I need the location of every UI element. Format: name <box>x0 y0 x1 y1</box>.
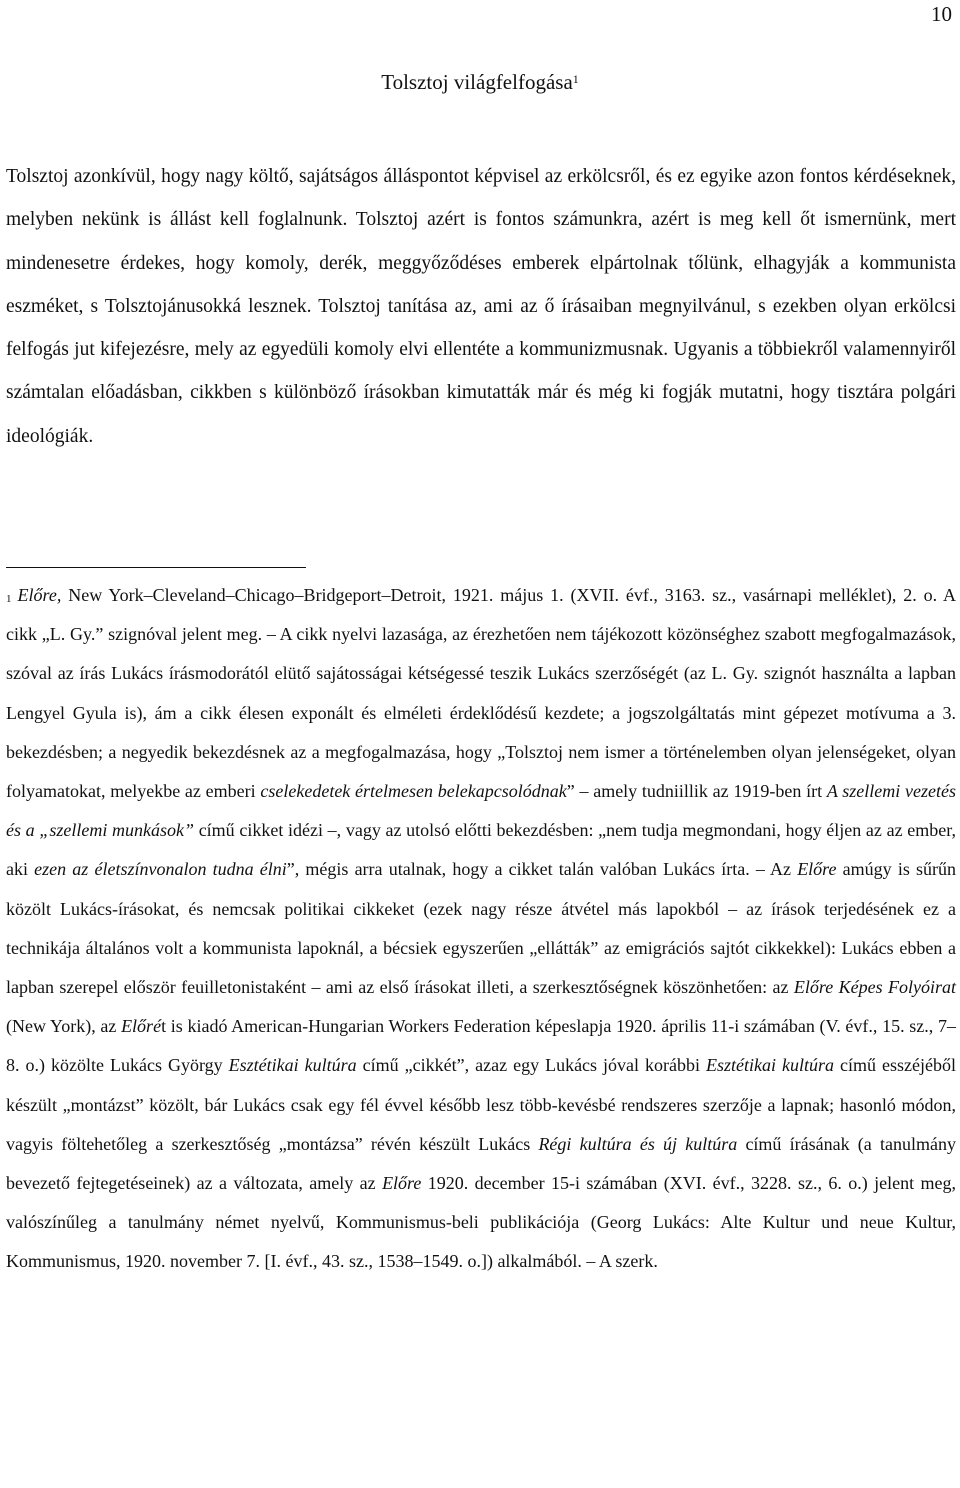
footnote-span: Esztétikai kultúra <box>228 1055 357 1076</box>
page-number: 10 <box>931 2 952 26</box>
footnote <box>6 576 956 1282</box>
footnote-span: ” – amely tudniillik az 1919-ben írt <box>566 781 827 802</box>
footnote-span: Előre, <box>17 585 62 605</box>
title-text: Tolsztoj világfelfogása <box>381 70 573 94</box>
footnote-span: (New York), az <box>6 1016 122 1037</box>
footnote-span: New York–Cleveland–Chicago–Bridgeport–Detroit, 1921. május 1. (XVII. évf., 3163. sz., vasárnapi melléklet), 2. o. A cikk „L. Gy.” szignóval jelent meg. – A cikk nyelvi lazasága, az érezhetően nem tájékozott közönséghez szabott megfogalmazások, szóval az írás Lukács írásmodorától elütő sajátosságai kétségessé teszik Lukács szerzőségét (az L. Gy. szignót használta a lapban Lengyel Gyula is), ám a cikk élesen exponált és elméleti érdeklődésű kezdete; a jogszolgáltatás mint gépezet motívuma a 3. bekezdésben; a negyedik bekezdésnek az a megfogalmazása, hogy „Tolsztoj nem ismer a történelemben olyan jelenségeket, olyan folyamatokat, melyekbe az emberi <box>6 585 956 802</box>
footnote-marker: 1 <box>6 593 12 605</box>
footnote-span: című cikket idézi –, vagy az utolsó előtti bekezdésben: „nem tudja megmondani, hogy éljen az az ember, aki <box>6 820 956 880</box>
footnote-span: Előre Képes Folyóirat <box>793 977 956 998</box>
footnote-span: Esztétikai kultúra <box>706 1055 835 1076</box>
body-paragraph: Tolsztoj azonkívül, hogy nagy költő, sajátságos álláspontot képvisel az erkölcsről, és ez egyike azon fontos kérdéseknek, melyben nekünk is állást kell foglalnunk. Tolsztoj azért is fontos számunkra, azért is meg kell őt ismernünk, mert mindenesetre érdekes, hogy komoly, derék, meggyőződéses emberek elpártolnak tőlünk, elhagyják a kommunista eszméket, s Tolsztojánusokká lesznek. Tolsztoj tanítása az, ami az ő írásaiban megnyilvánul, s ezekben olyan erkölcsi felfogás jut kifejezésre, mely az egyedüli komoly elvi ellentéte a kommunizmusnak. Ugyanis a többiekről valamennyiről számtalan előadásban, cikkben s különböző írásokban kimutatták már és még ki fogják mutatni, hogy tisztára polgári ideológiák. <box>6 166 956 447</box>
footnote-span: Előré <box>121 1016 162 1037</box>
footnote-span: amúgy is sűrűn közölt Lukács-írásokat, és nemcsak politikai cikkeket (ezek nagy része átvétel más lapokból – az írások terjedésének ez a technikája általános volt a kommunista lapoknál, a bécsiek egyszerűen „ellátták” az emigrációs sajtót cikkekkel): Lukács ebben a lapban szerepel először feuilletonistaként – ami az első írásokat illeti, a szerkesztőségnek köszönhetően: az <box>6 859 956 998</box>
footnote-span: ezen az életszínvonalon tudna élni <box>34 859 287 880</box>
footnote-span: című „cikkét”, azaz egy Lukács jóval korábbi <box>356 1055 707 1076</box>
footnote-separator <box>6 567 306 568</box>
footnote-span: című esszéjéből készült „montázst” közölt, bár Lukács csak egy fél évvel később lesz több-kevésbé rendszeres szerzője a lapnak; hasonló módon, vagyis föltehetőleg a szerkesztőség „montázsa” révén készült Lukács <box>6 1055 957 1154</box>
footnote-span: Előre <box>797 859 837 880</box>
footnote-span: cselekedetek értelmesen belekapcsolódnak <box>260 781 567 802</box>
footnote-span: Régi kultúra és új kultúra <box>538 1133 738 1154</box>
footnote-span: ”, mégis arra utalnak, hogy a cikket talán valóban Lukács írta. – Az <box>286 859 798 880</box>
footnote-span: című írásának (a tanulmány bevezető fejtegetéseinek) az a változata, amely az <box>6 1133 956 1194</box>
footnote-span: Előre <box>382 1173 422 1194</box>
footnote-span: A szellemi vezetés és a „szellemi munkások” <box>6 781 956 841</box>
footnote-span: 1920. december 15-i számában (XVI. évf., 3228. sz., 6. o.) jelent meg, valószínűleg a tanulmány német nyelvű, Kommunismus-beli publikációja (Georg Lukács: Alte Kultur und neue Kultur, Kommunismus, 1920. november 7. [I. évf., 43. sz., 1538–1549. o.]) alkalmából. – A szerk. <box>6 1173 956 1272</box>
footnote-span: t is kiadó American-Hungarian Workers Federation képeslapja 1920. április 11-i számában (V. évf., 15. sz., 7–8. o.) közölte Lukács György <box>6 1016 956 1076</box>
footnote-reference: 1 <box>572 72 579 86</box>
article-title <box>0 70 960 95</box>
